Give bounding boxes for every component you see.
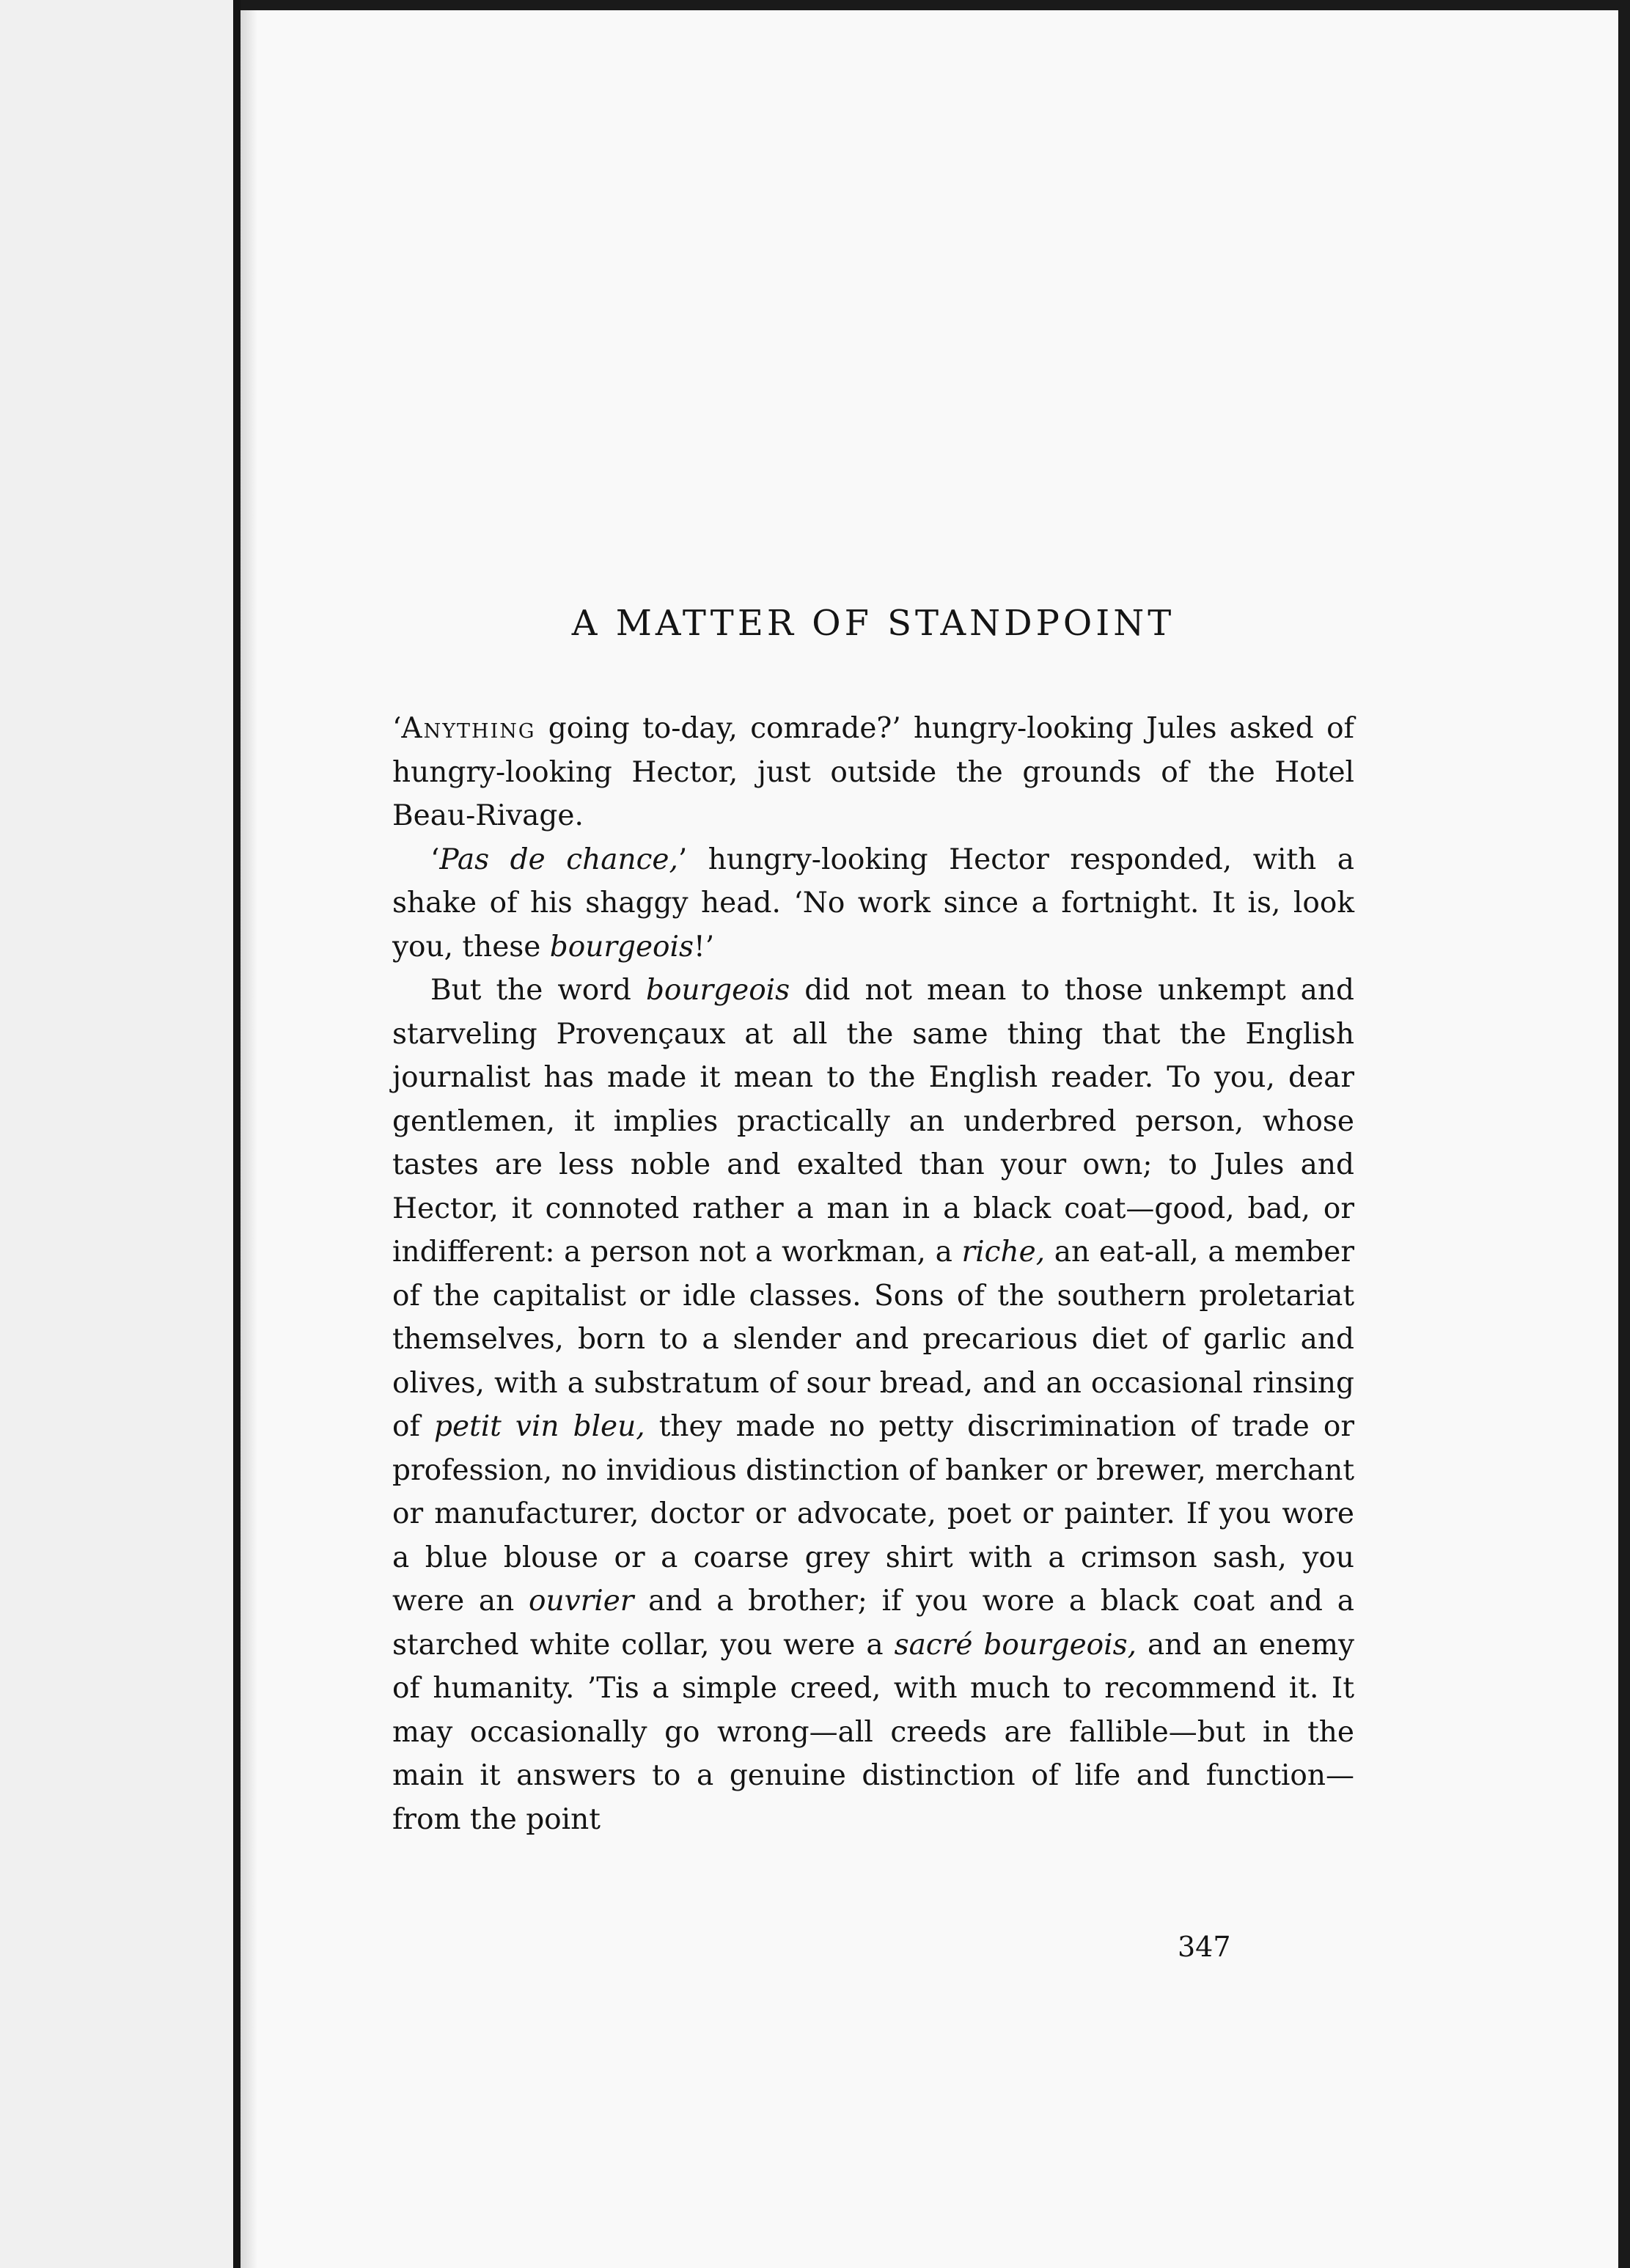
paragraph-3 [392, 969, 1354, 1841]
text-segment: !’ [694, 930, 715, 964]
text-segment: and a brother; if you wore a black coat and a starched white collar, you were a [392, 1585, 1354, 1662]
text-segment-italic: riche, [961, 1236, 1046, 1269]
paragraph-2 [392, 838, 1354, 969]
chapter-title: A MATTER OF STANDPOINT [571, 603, 1175, 644]
text-segment: did not mean to those unkempt and starveling Provençaux at all the same thing that the English journalist has made it mean to the English reader. To you, dear gentlemen, it implies practically an underbred person, whose tastes are less noble and exalted than your own; to Jules and Hector, it connoted rather a man in a black coat—good, bad, or indifferent: a person not a workman, a [392, 974, 1354, 1269]
text-segment: ’ hungry-looking Hector responded, with a shake of his shaggy head. ‘No work since a fortnight. It is, look you, these [392, 843, 1354, 964]
facing-page-edge [0, 0, 233, 2268]
text-segment-italic: bourgeois [645, 974, 790, 1007]
text-segment-italic: sacré bourgeois, [894, 1628, 1137, 1662]
text-segment: ‘ [392, 712, 402, 745]
text-segment-italic: petit vin bleu, [433, 1410, 645, 1443]
text-segment: But the word [430, 974, 646, 1007]
text-block [392, 601, 1354, 1841]
paragraph-1 [392, 707, 1354, 838]
text-segment: they made no petty discrimination of trade or profession, no invidious distinction of banker or brewer, merchant or manufacturer, doctor or advocate, poet or painter. If you wore a blue blouse or a coarse grey shirt with a crimson sash, you were an [392, 1410, 1354, 1618]
text-segment-italic: Pas de chance, [439, 843, 678, 876]
page-number: 347 [1178, 1931, 1231, 1963]
text-segment: an eat-all, a member of the capitalist or idle classes. Sons of the southern proletariat themselves, born to a slender and precarious diet of garlic and olives, with a substratum of sour bread, and an occasional rinsing of [392, 1236, 1354, 1443]
scan-right-border [1618, 0, 1630, 2268]
text-segment: and an enemy of humanity. ’Tis a simple creed, with much to recommend it. It may occasionally go wrong—all creeds are fallible—but in the main it answers to a genuine distinction of life and function—from the point [392, 1628, 1354, 1836]
page-edge-dark [233, 0, 241, 2268]
text-segment-italic: ouvrier [528, 1585, 634, 1618]
binding-shadow [241, 0, 257, 2268]
text-segment-smallcaps: Anything [401, 712, 536, 745]
text-segment: ‘ [430, 843, 440, 876]
text-segment: going to-day, comrade?’ hungry-looking Jules asked of hungry-looking Hector, just outside the grounds of the Hotel Beau-Rivage. [392, 712, 1354, 832]
scan-top-border [241, 0, 1630, 10]
text-segment-italic: bourgeois [549, 930, 694, 964]
